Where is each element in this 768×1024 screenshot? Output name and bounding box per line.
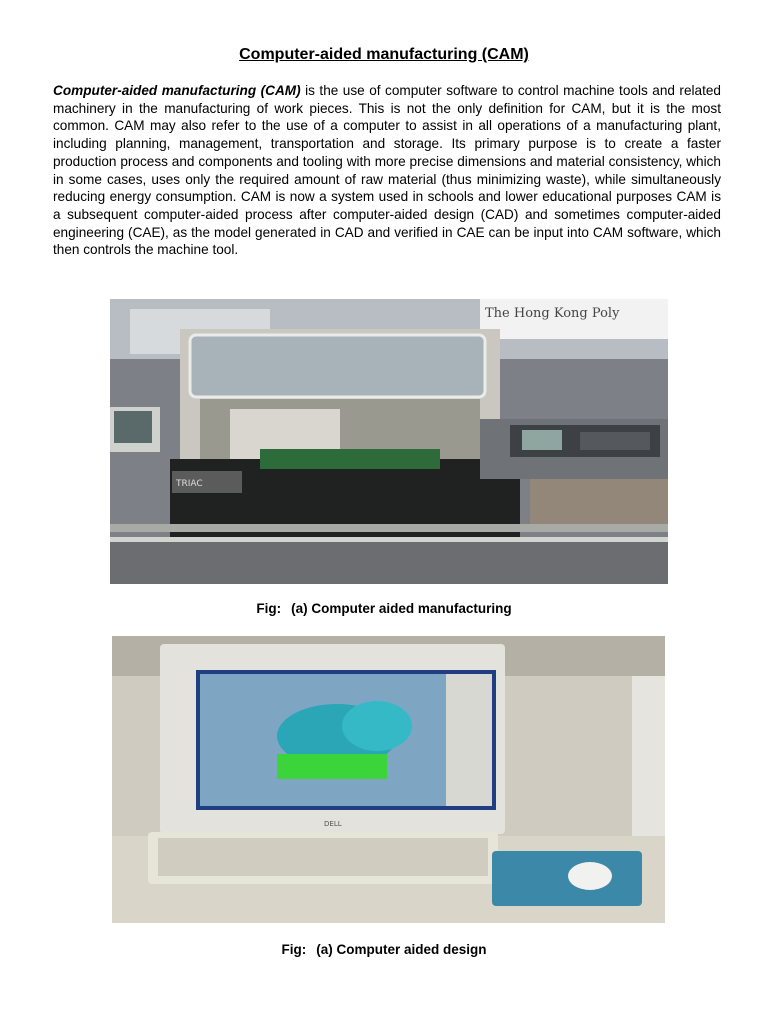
caption-prefix: Fig: (281, 942, 307, 957)
photo-machine-text: TRIAC (176, 479, 203, 489)
figure-caption-cam (0, 601, 768, 616)
cad-workstation-photo (112, 636, 665, 923)
photo-monitor-brand: DELL (324, 820, 342, 828)
figure-caption-cad (0, 942, 768, 957)
page-title: Computer-aided manufacturing (CAM) (239, 46, 529, 63)
photo-sign-text: The Hong Kong Poly (485, 306, 620, 321)
caption-text: (a) Computer aided design (316, 942, 487, 957)
caption-prefix: Fig: (256, 601, 282, 616)
paragraph-body: is the use of computer software to control machine tools and related machinery in the manufacturing of work pieces. This is not the only definition for CAM, but it is the most common. CAM may also refer to the use of a computer to assist in all operations of a manufacturing plant, including planning, management, transportation and storage. Its primary purpose is to create a faster production process and components and tooling with more precise dimensions and material consistency, which in some cases, uses only the required amount of raw material (thus minimizing waste), while simultaneously reducing energy consumption. CAM is now a system used in schools and lower educational purposes CAM is a subsequent computer-aided process after computer-aided design (CAD) and sometimes computer-aided engineering (CAE), as the model generated in CAD and verified in CAE can be input into CAM software, which then controls the machine tool. (53, 83, 721, 258)
cam-machine-photo (110, 299, 668, 584)
paragraph-lead: Computer-aided manufacturing (CAM) (53, 83, 301, 98)
intro-paragraph (53, 82, 721, 259)
caption-text: (a) Computer aided manufacturing (291, 601, 512, 616)
